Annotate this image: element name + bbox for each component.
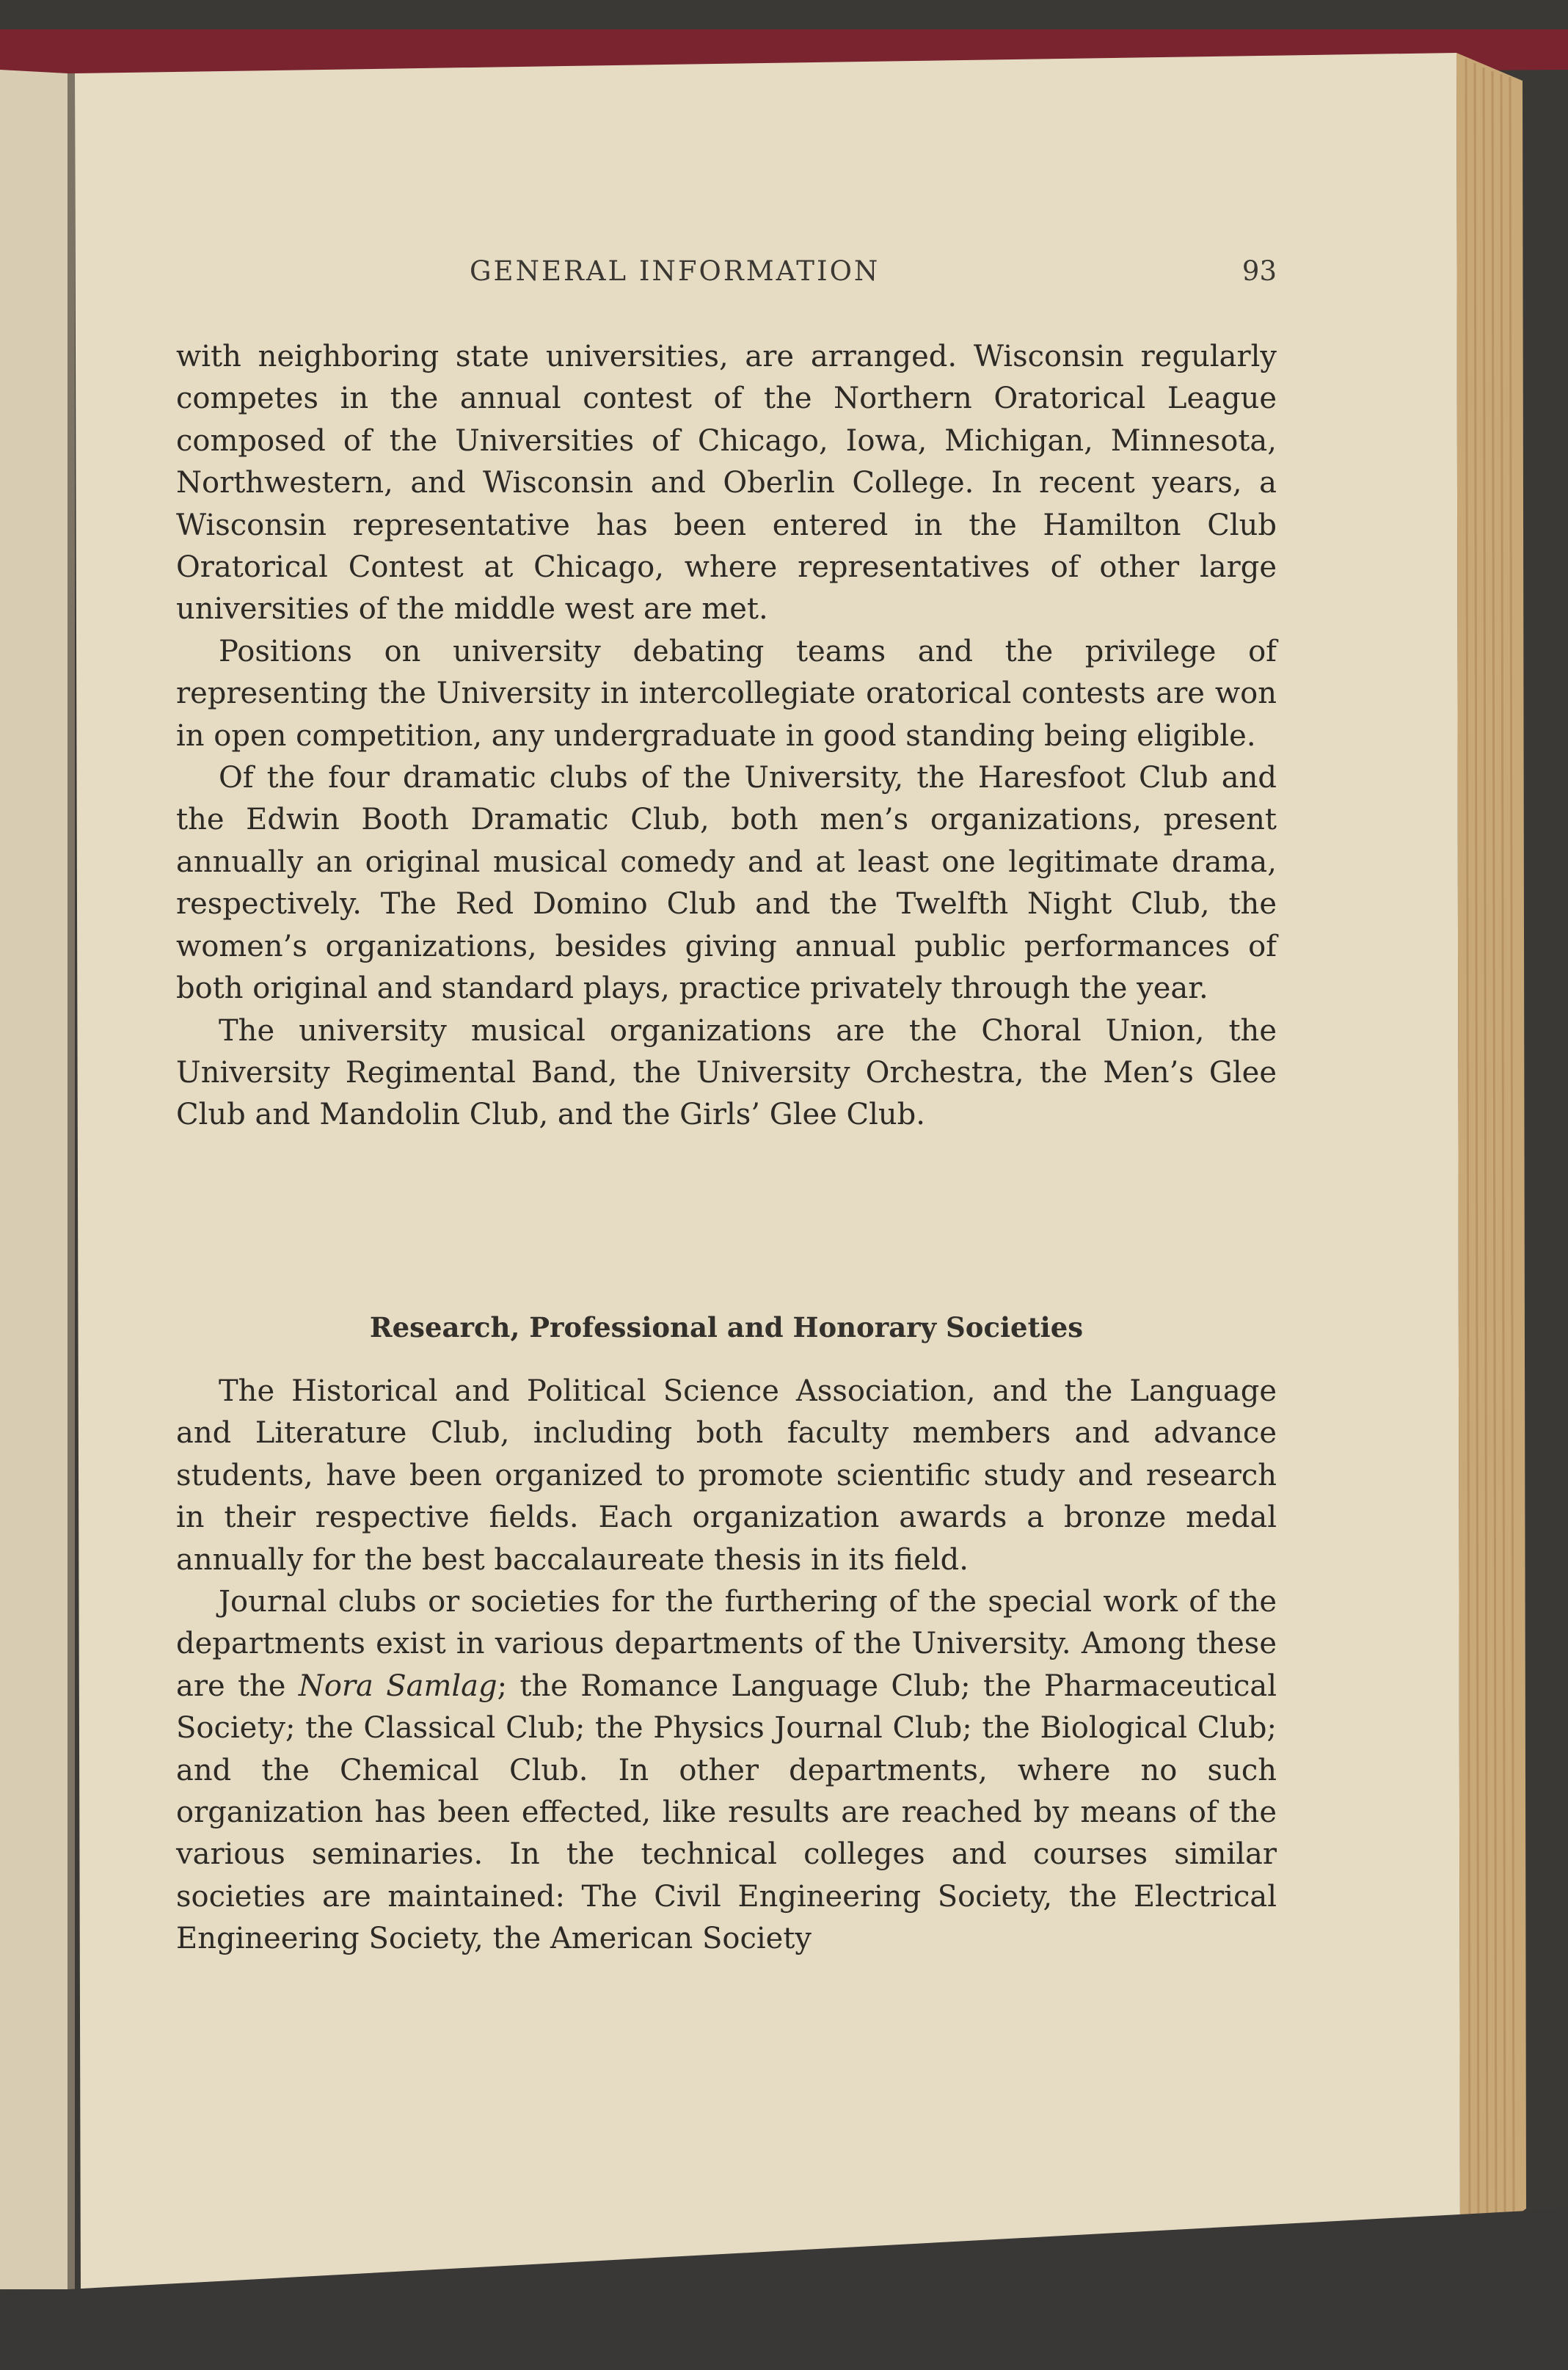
- paragraph-debating-contests: with neighboring state universities, are arranged. Wisconsin regularly competes in the annual contest of the Northern Oratorical League composed of the Universities of Chicago, Iowa, Michigan, Minnesota, Northwestern, and Wisconsin and Oberlin College. In recent years, a Wisconsin representative has been entered in the Hamilton Club Oratorical Contest at Chicago, where representatives of other large universities of the middle west are met.: [176, 340, 1277, 627]
- nora-samlag-italic: Nora Samlag: [298, 1669, 497, 1703]
- section-heading: Research, Professional and Honorary Societies: [369, 1311, 1084, 1343]
- paragraph-journal-clubs: [176, 1581, 1277, 1961]
- body-text-bottom: [176, 1371, 1277, 1961]
- paragraph-musical-organizations: The university musical organizations are the Choral Union, the University Regimental Band, the University Orchestra, the Men’s Glee Club and Mandolin Club, and the Girls’ Glee Club.: [176, 1013, 1277, 1132]
- page-number: 93: [1241, 255, 1277, 287]
- journal-clubs-text-b: ; the Romance Language Club; the Pharmaceutical Society; the Classical Club; the Physics Journal Club; the Biological Club; and the Chemical Club. In other departments, where no such organization has been effected, like results are reached by means of the various seminaries. In the technical colleges and courses similar societies are maintained: The Civil Engineering Society, the Electrical Engineering Society, the American Society: [176, 1669, 1277, 1956]
- running-head: [176, 255, 1277, 299]
- journal-clubs-text-a: Journal clubs or societies for the furthering of the special work of the departments exist in various departments of the University. Among these are the: [176, 1585, 1277, 1703]
- facing-page-left: [0, 70, 73, 2289]
- body-text-top: [176, 336, 1277, 1137]
- paragraph-debating-teams: Positions on university debating teams and the privilege of representing the University in intercollegiate oratorical contests are won in open competition, any undergraduate in good standing being eligible.: [176, 634, 1277, 753]
- running-title: GENERAL INFORMATION: [470, 255, 880, 287]
- paragraph-historical-association: The Historical and Political Science Association, and the Language and Literature Club, including both faculty members and advance students, have been organized to promote scientific study and research in their respective fields. Each organization awards a bronze medal annually for the best baccalaureate thesis in its field.: [176, 1374, 1277, 1577]
- paragraph-dramatic-clubs: Of the four dramatic clubs of the University, the Haresfoot Club and the Edwin Booth Dramatic Club, both men’s organizations, present annually an original musical comedy and at least one legitimate drama, respectively. The Red Domino Club and the Twelfth Night Club, the women’s organizations, besides giving annual public performances of both original and standard plays, practice privately through the year.: [176, 761, 1277, 1006]
